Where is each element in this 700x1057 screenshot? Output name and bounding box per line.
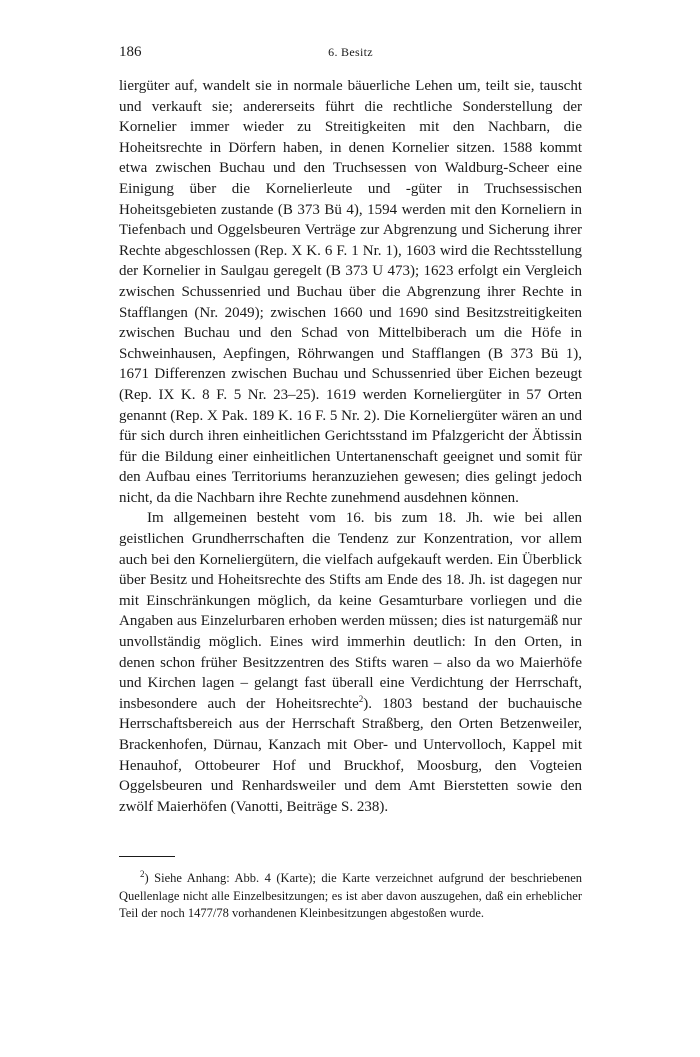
footnote-reference: 2 [358, 693, 364, 704]
footnote-marker: 2 [140, 868, 145, 879]
footnote-text: ) Siehe Anhang: Abb. 4 (Karte); die Karte verzeichnet aufgrund der beschriebenen Quellenlage nicht alle Einzelbesitzungen; es ist aber davon auszugehen, daß ein erheblicher Teil der noch 1477/78 vorhandenen Kleinbesitzungen abgestoßen wurde. [119, 871, 582, 920]
footnote [119, 870, 582, 923]
main-text [119, 76, 582, 817]
running-head: 6. Besitz [328, 45, 373, 59]
page-number: 186 [119, 44, 142, 60]
paragraph-text: Im allgemeinen besteht vom 16. bis zum 18. Jh. wie bei allen geistlichen Grundherrschaften die Tendenz zur Konzentration, vor allem auch bei den Korneliergütern, die vielfach aufgekauft werden. Ein Überblick über Besitz und Hoheitsrechte des Stifts am Ende des 18. Jh. ist dagegen nur mit Einschränkungen möglich, da keine Gesamturbare vorliegen und die Angaben aus Einzelurbaren erhoben werden müssen; dies ist naturgemäß nur unvollständig möglich. Eines wird immerhin deutlich: In den Orten, in denen schon früher Besitzzentren des Stifts waren – also da wo Maierhöfe und Kirchen lagen – gelangt fast überall eine Verdichtung der Herrschaft, insbesondere auch der Hoheitsrechte [119, 510, 582, 712]
page-header [119, 44, 582, 66]
paragraph [119, 508, 582, 817]
paragraph-text: ). 1803 bestand der buchauische Herrschaftsbereich aus der Herrschaft Straßberg, den Orten Betzenweiler, Brackenhofen, Dürnau, Kanzach mit Ober- und Untervolloch, Kappel mit Henauhof, Ottobeurer Hof und Bruckhof, Moosburg, den Vogteien Oggelsbeuren und Renhardsweiler und dem Amt Bierstetten sowie den zwölf Maierhöfen (Vanotti, Beiträge S. 238). [119, 695, 582, 815]
footnote-divider [119, 856, 175, 857]
paragraph: liergüter auf, wandelt sie in normale bäuerliche Lehen um, teilt sie, tauscht und verkauft sie; andererseits führt die rechtliche Sonderstellung der Kornelier immer wieder zu Streitigkeiten mit den Nachbarn, die Hoheitsrechte in Dörfern haben, in denen Kornelier sitzen. 1588 kommt etwa zwischen Buchau und den Truchsessen von Waldburg-Scheer eine Einigung über die Kornelierleute und -güter in Truchsessischen Hoheitsgebieten zustande (B 373 Bü 4), 1594 werden mit den Korneliern in Tiefenbach und Oggelsbeuren Verträge zur Abgrenzung und Sicherung ihrer Rechte abgeschlossen (Rep. X K. 6 F. 1 Nr. 1), 1603 wird die Rechtsstellung der Kornelier in Saulgau geregelt (B 373 U 473); 1623 erfolgt ein Vergleich zwischen Schussenried und Buchau über die Abgrenzung ihrer Rechte in Stafflangen (Nr. 2049); zwischen 1660 und 1690 sind Besitzstreitigkeiten zwischen Buchau und den Schad von Mittelbiberach um die Höfe in Schweinhausen, Aepfingen, Röhrwangen und Stafflangen (B 373 Bü 1), 1671 Differenzen zwischen Buchau und Schussenried über Eichen bezeugt (Rep. IX K. 8 F. 5 Nr. 23–25). 1619 werden Korneliergüter in 57 Orten genannt (Rep. X Pak. 189 K. 16 F. 5 Nr. 2). Die Korneliergüter wären an und für sich durch ihren einheitlichen Gerichtsstand im Pfalzgericht der Äbtissin für die Bildung einer einheitlichen Untertanenschaft geeignet und somit für den Aufbau eines Territoriums heranzuziehen gewesen; dies gelingt jedoch nicht, da die Nachbarn ihre Rechte zunehmend ausdehnen können. [119, 78, 582, 506]
